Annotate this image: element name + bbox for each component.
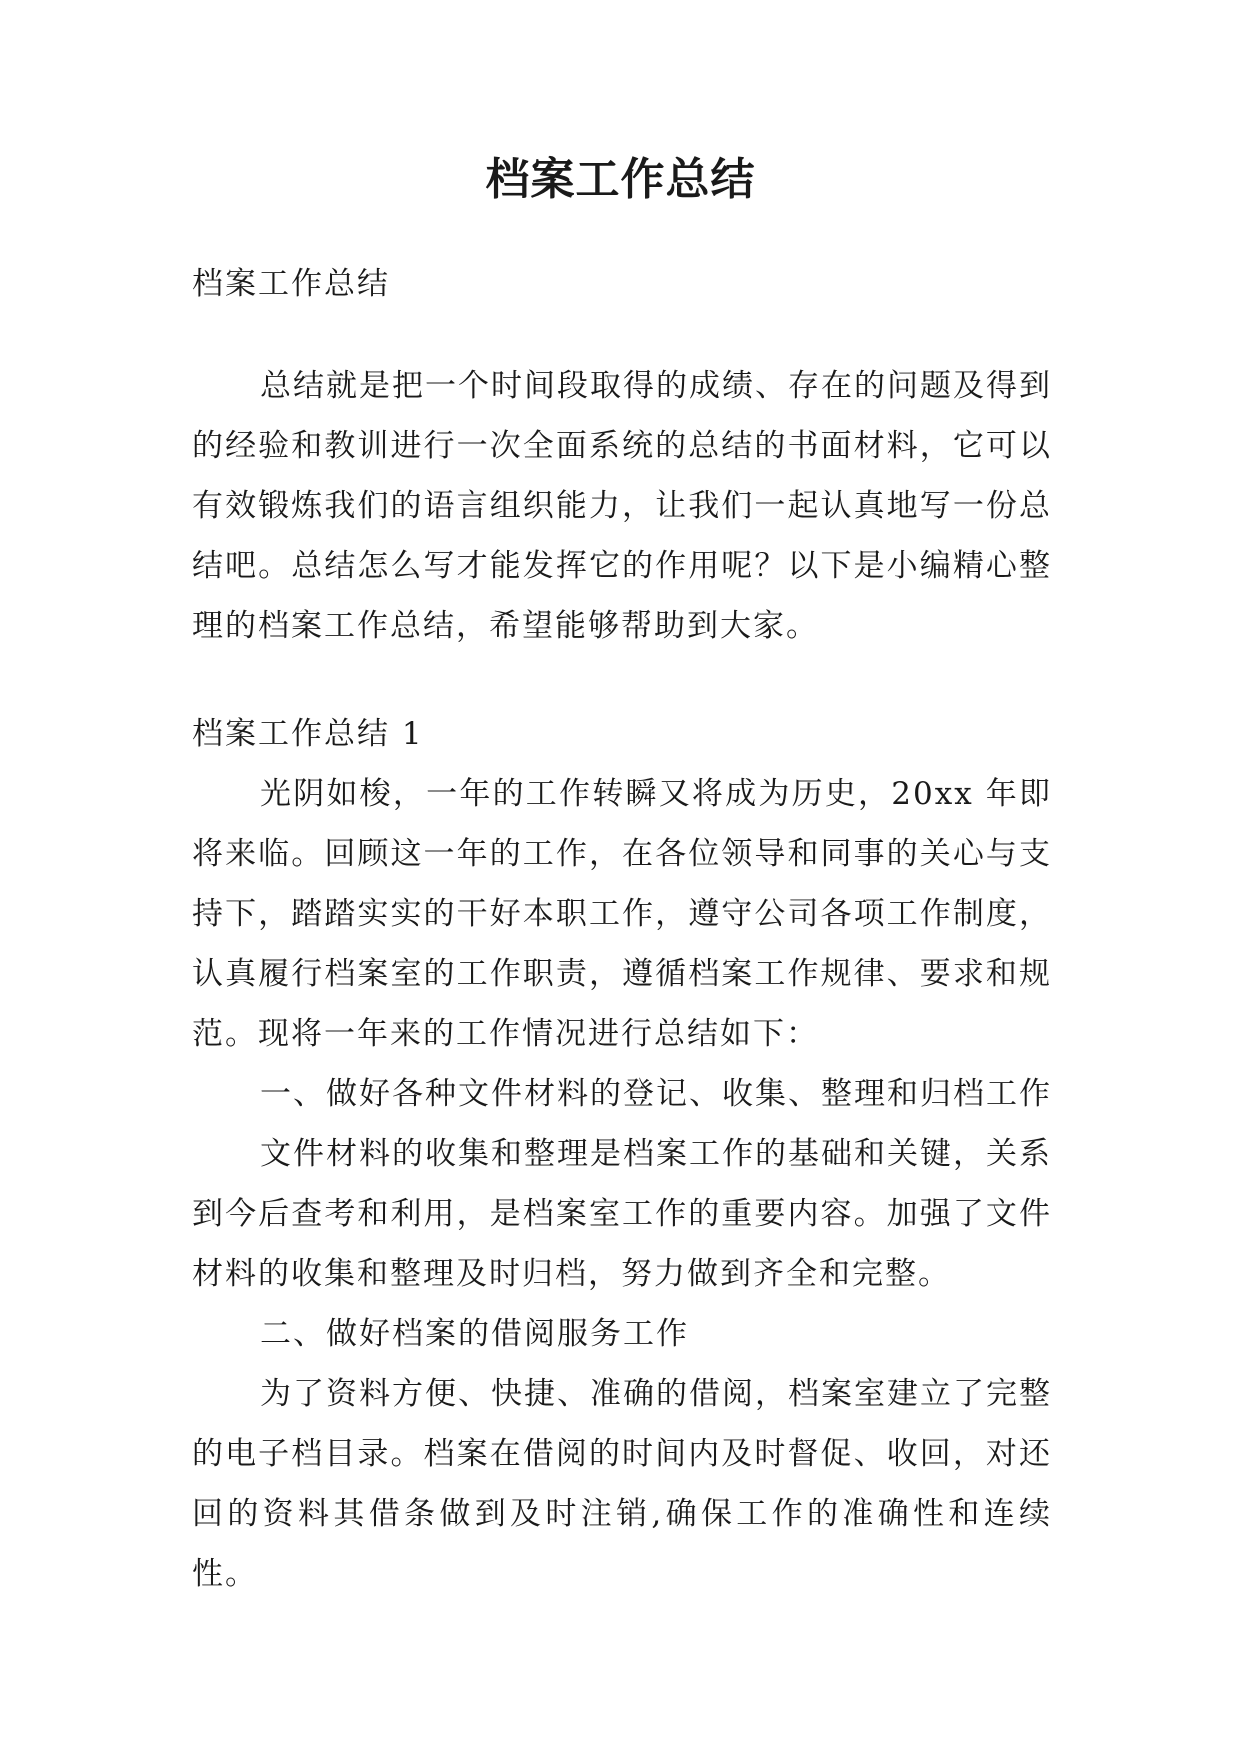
paragraph-opening: 光阴如梭，一年的工作转瞬又将成为历史，20xx 年即将来临。回顾这一年的工作，在各位领导和同事的关心与支持下，踏踏实实的干好本职工作，遵守公司各项工作制度，认真履行档案室的工作职责，遵循档案工作规律、要求和规范。现将一年来的工作情况进行总结如下： (192, 776, 1052, 1052)
intro-paragraph: 总结就是把一个时间段取得的成绩、存在的问题及得到的经验和教训进行一次全面系统的总结的书面材料，它可以有效锻炼我们的语言组织能力，让我们一起认真地写一份总结吧。总结怎么写才能发挥它的作用呢？以下是小编精心整理的档案工作总结，希望能够帮助到大家。 (192, 368, 1052, 644)
paragraph-point-two-body: 为了资料方便、快捷、准确的借阅，档案室建立了完整的电子档目录。档案在借阅的时间内及时督促、收回，对还回的资料其借条做到及时注销,确保工作的准确性和连续性。 (192, 1376, 1052, 1592)
document-subtitle: 档案工作总结 (192, 266, 390, 302)
section-heading: 档案工作总结 1 (192, 716, 424, 752)
paragraph-point-one-heading: 一、做好各种文件材料的登记、收集、整理和归档工作 (260, 1076, 1052, 1112)
document-title: 档案工作总结 (485, 154, 756, 205)
paragraph-point-two-heading: 二、做好档案的借阅服务工作 (260, 1316, 689, 1352)
paragraph-point-one-body: 文件材料的收集和整理是档案工作的基础和关键，关系到今后查考和利用，是档案室工作的重要内容。加强了文件材料的收集和整理及时归档，努力做到齐全和完整。 (192, 1136, 1052, 1292)
